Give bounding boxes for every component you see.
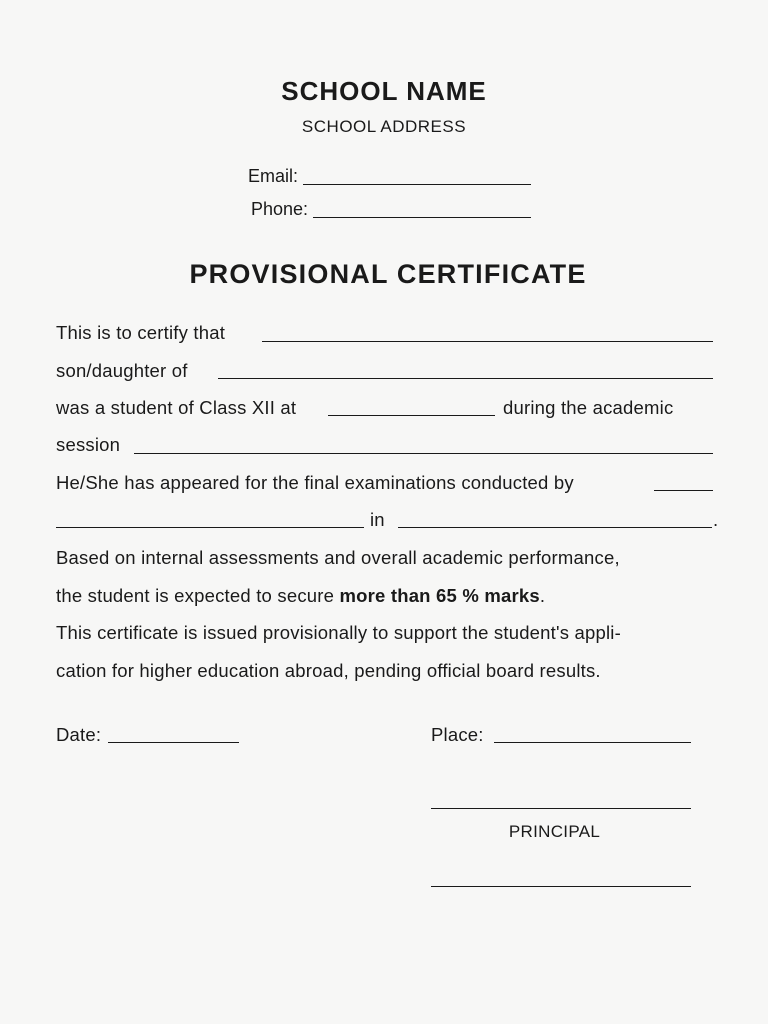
period-text: . [713,509,719,530]
purpose-text-1: This certificate is issued provisionally to support the student's appli- [56,622,621,643]
phone-label: Phone: [250,199,308,219]
marks-sentence [56,585,545,607]
parent-text: son/daughter of [56,360,188,381]
in-text: in [370,509,385,530]
parent-name-line[interactable] [218,378,713,379]
school-line[interactable] [328,415,495,416]
phone-field-line[interactable] [313,217,531,218]
exam-text: He/She has appeared for the final examinations conducted by [56,472,574,493]
date-label: Date: [56,724,102,745]
certify-text: This is to certify that [56,322,226,343]
place-label: Place: [431,724,484,745]
principal-seal-line[interactable] [431,886,691,887]
principal-label: PRINCIPAL [508,822,601,841]
school-address: SCHOOL ADDRESS [301,117,467,136]
board-continued-line[interactable] [56,527,364,528]
place-line[interactable] [494,742,691,743]
marks-emphasis: more than 65 % marks [339,585,540,606]
email-field-line[interactable] [303,184,531,185]
student-name-line[interactable] [262,341,713,342]
purpose-text-2: cation for higher education abroad, pending official board results. [56,660,601,681]
school-name: SCHOOL NAME [281,76,487,106]
principal-signature-line[interactable] [431,808,691,809]
certificate-title: PROVISIONAL CERTIFICATE [189,259,587,289]
email-label: Email: [247,166,298,186]
academic-text: during the academic [503,397,674,418]
exam-year-line[interactable] [398,527,712,528]
session-line[interactable] [134,453,713,454]
session-text: session [56,434,121,455]
board-line[interactable] [654,490,713,491]
date-line[interactable] [108,742,239,743]
assessment-text: Based on internal assessments and overall academic performance, [56,547,620,568]
marks-period: . [539,585,546,606]
class-text: was a student of Class XII at [56,397,297,418]
marks-text: the student is expected to secure [56,585,340,606]
